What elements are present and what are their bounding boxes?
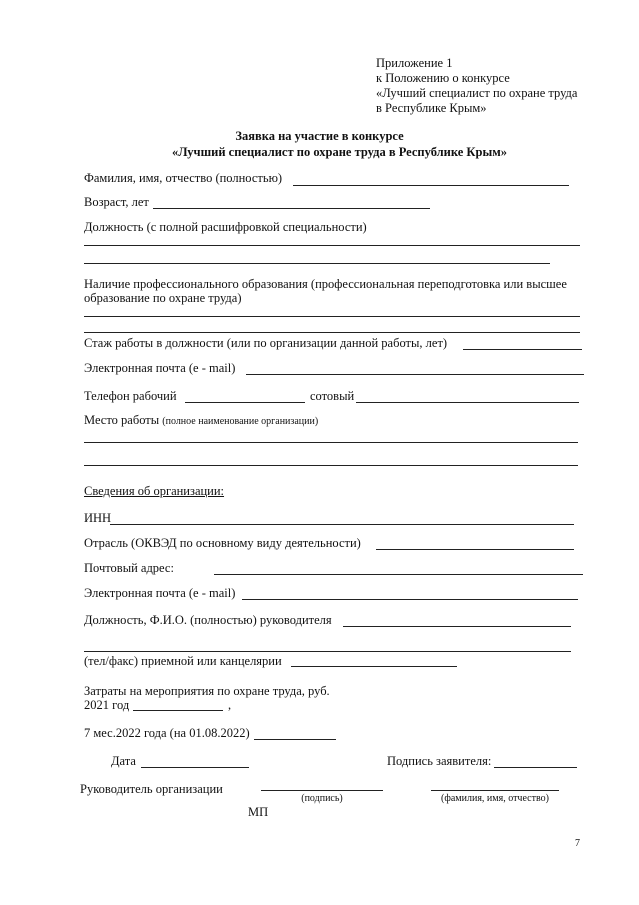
signature-caption: (подпись): [301, 793, 343, 804]
org-head-input-line-1[interactable]: [343, 626, 571, 627]
phone-fax-input-line[interactable]: [291, 666, 457, 667]
education-input-line-1[interactable]: [84, 316, 580, 317]
costs-2022-input-line[interactable]: [254, 739, 336, 740]
mobile-phone-input-line[interactable]: [356, 402, 579, 403]
education-input-line-2[interactable]: [84, 332, 580, 333]
page-number: 7: [575, 838, 580, 849]
work-phone-label: Телефон рабочий: [84, 389, 177, 403]
industry-input-line[interactable]: [376, 549, 574, 550]
applicant-signature-input-line[interactable]: [494, 767, 577, 768]
form-title-line-2: «Лучший специалист по охране труда в Республике Крым»: [172, 145, 507, 159]
org-head-input-line-2[interactable]: [84, 651, 571, 652]
industry-label: Отрасль (ОКВЭД по основному виду деятельности): [84, 536, 361, 550]
email-input-line[interactable]: [246, 374, 584, 375]
postal-address-label: Почтовый адрес:: [84, 561, 174, 575]
workplace-note: (полное наименование организации): [162, 416, 319, 427]
postal-address-input-line[interactable]: [214, 574, 583, 575]
date-label: Дата: [111, 754, 136, 768]
education-label-line-2: образование по охране труда): [84, 291, 242, 305]
form-title-line-1: Заявка на участие в конкурсе: [235, 129, 404, 143]
costs-2021-input-line[interactable]: [133, 710, 223, 711]
age-label: Возраст, лет: [84, 195, 149, 209]
costs-2022-label: 7 мес.2022 года (на 01.08.2022): [84, 726, 250, 740]
workplace-label-text: Место работы: [84, 413, 160, 427]
experience-input-line[interactable]: [463, 349, 582, 350]
position-input-line-2[interactable]: [84, 263, 550, 264]
education-label-line-1: Наличие профессионального образования (профессиональная переподготовка или высшее: [84, 277, 567, 291]
position-label: Должность (с полной расшифровкой специальности): [84, 220, 367, 234]
costs-2021-comma: ,: [228, 698, 232, 712]
org-head-signature-line[interactable]: [261, 790, 383, 791]
mobile-phone-label: сотовый: [310, 389, 355, 403]
applicant-signature-label: Подпись заявителя:: [387, 754, 492, 768]
workplace-input-line-1[interactable]: [84, 442, 578, 443]
inn-label: ИНН: [84, 511, 112, 525]
work-phone-input-line[interactable]: [185, 402, 305, 403]
org-email-input-line[interactable]: [242, 599, 578, 600]
date-input-line[interactable]: [141, 767, 249, 768]
stamp-label: МП: [248, 805, 269, 819]
org-email-label: Электронная почта (e - mail): [84, 586, 236, 600]
appendix-line-2: к Положению о конкурсе: [376, 71, 510, 85]
org-head-name-line[interactable]: [431, 790, 559, 791]
appendix-line-4: в Республике Крым»: [376, 101, 487, 115]
appendix-line-1: Приложение 1: [376, 56, 453, 70]
experience-label: Стаж работы в должности (или по организации данной работы, лет): [84, 336, 448, 350]
inn-input-line[interactable]: [110, 524, 574, 525]
workplace-label: [84, 413, 318, 428]
costs-2021-label: 2021 год: [84, 698, 130, 712]
name-caption: (фамилия, имя, отчество): [441, 793, 549, 804]
age-input-line[interactable]: [153, 208, 430, 209]
fio-label: Фамилия, имя, отчество (полностью): [84, 171, 283, 185]
workplace-input-line-2[interactable]: [84, 465, 578, 466]
appendix-line-3: «Лучший специалист по охране труда: [376, 86, 578, 100]
org-section-heading: Сведения об организации:: [84, 484, 225, 498]
fio-input-line[interactable]: [293, 185, 569, 186]
org-head-label: Должность, Ф.И.О. (полностью) руководителя: [84, 613, 332, 627]
email-label: Электронная почта (e - mail): [84, 361, 236, 375]
costs-label: Затраты на мероприятия по охране труда, руб.: [84, 684, 330, 698]
position-input-line-1[interactable]: [84, 245, 580, 246]
phone-fax-label: (тел/факс) приемной или канцелярии: [84, 654, 282, 668]
org-head-signature-label: Руководитель организации: [80, 782, 223, 796]
